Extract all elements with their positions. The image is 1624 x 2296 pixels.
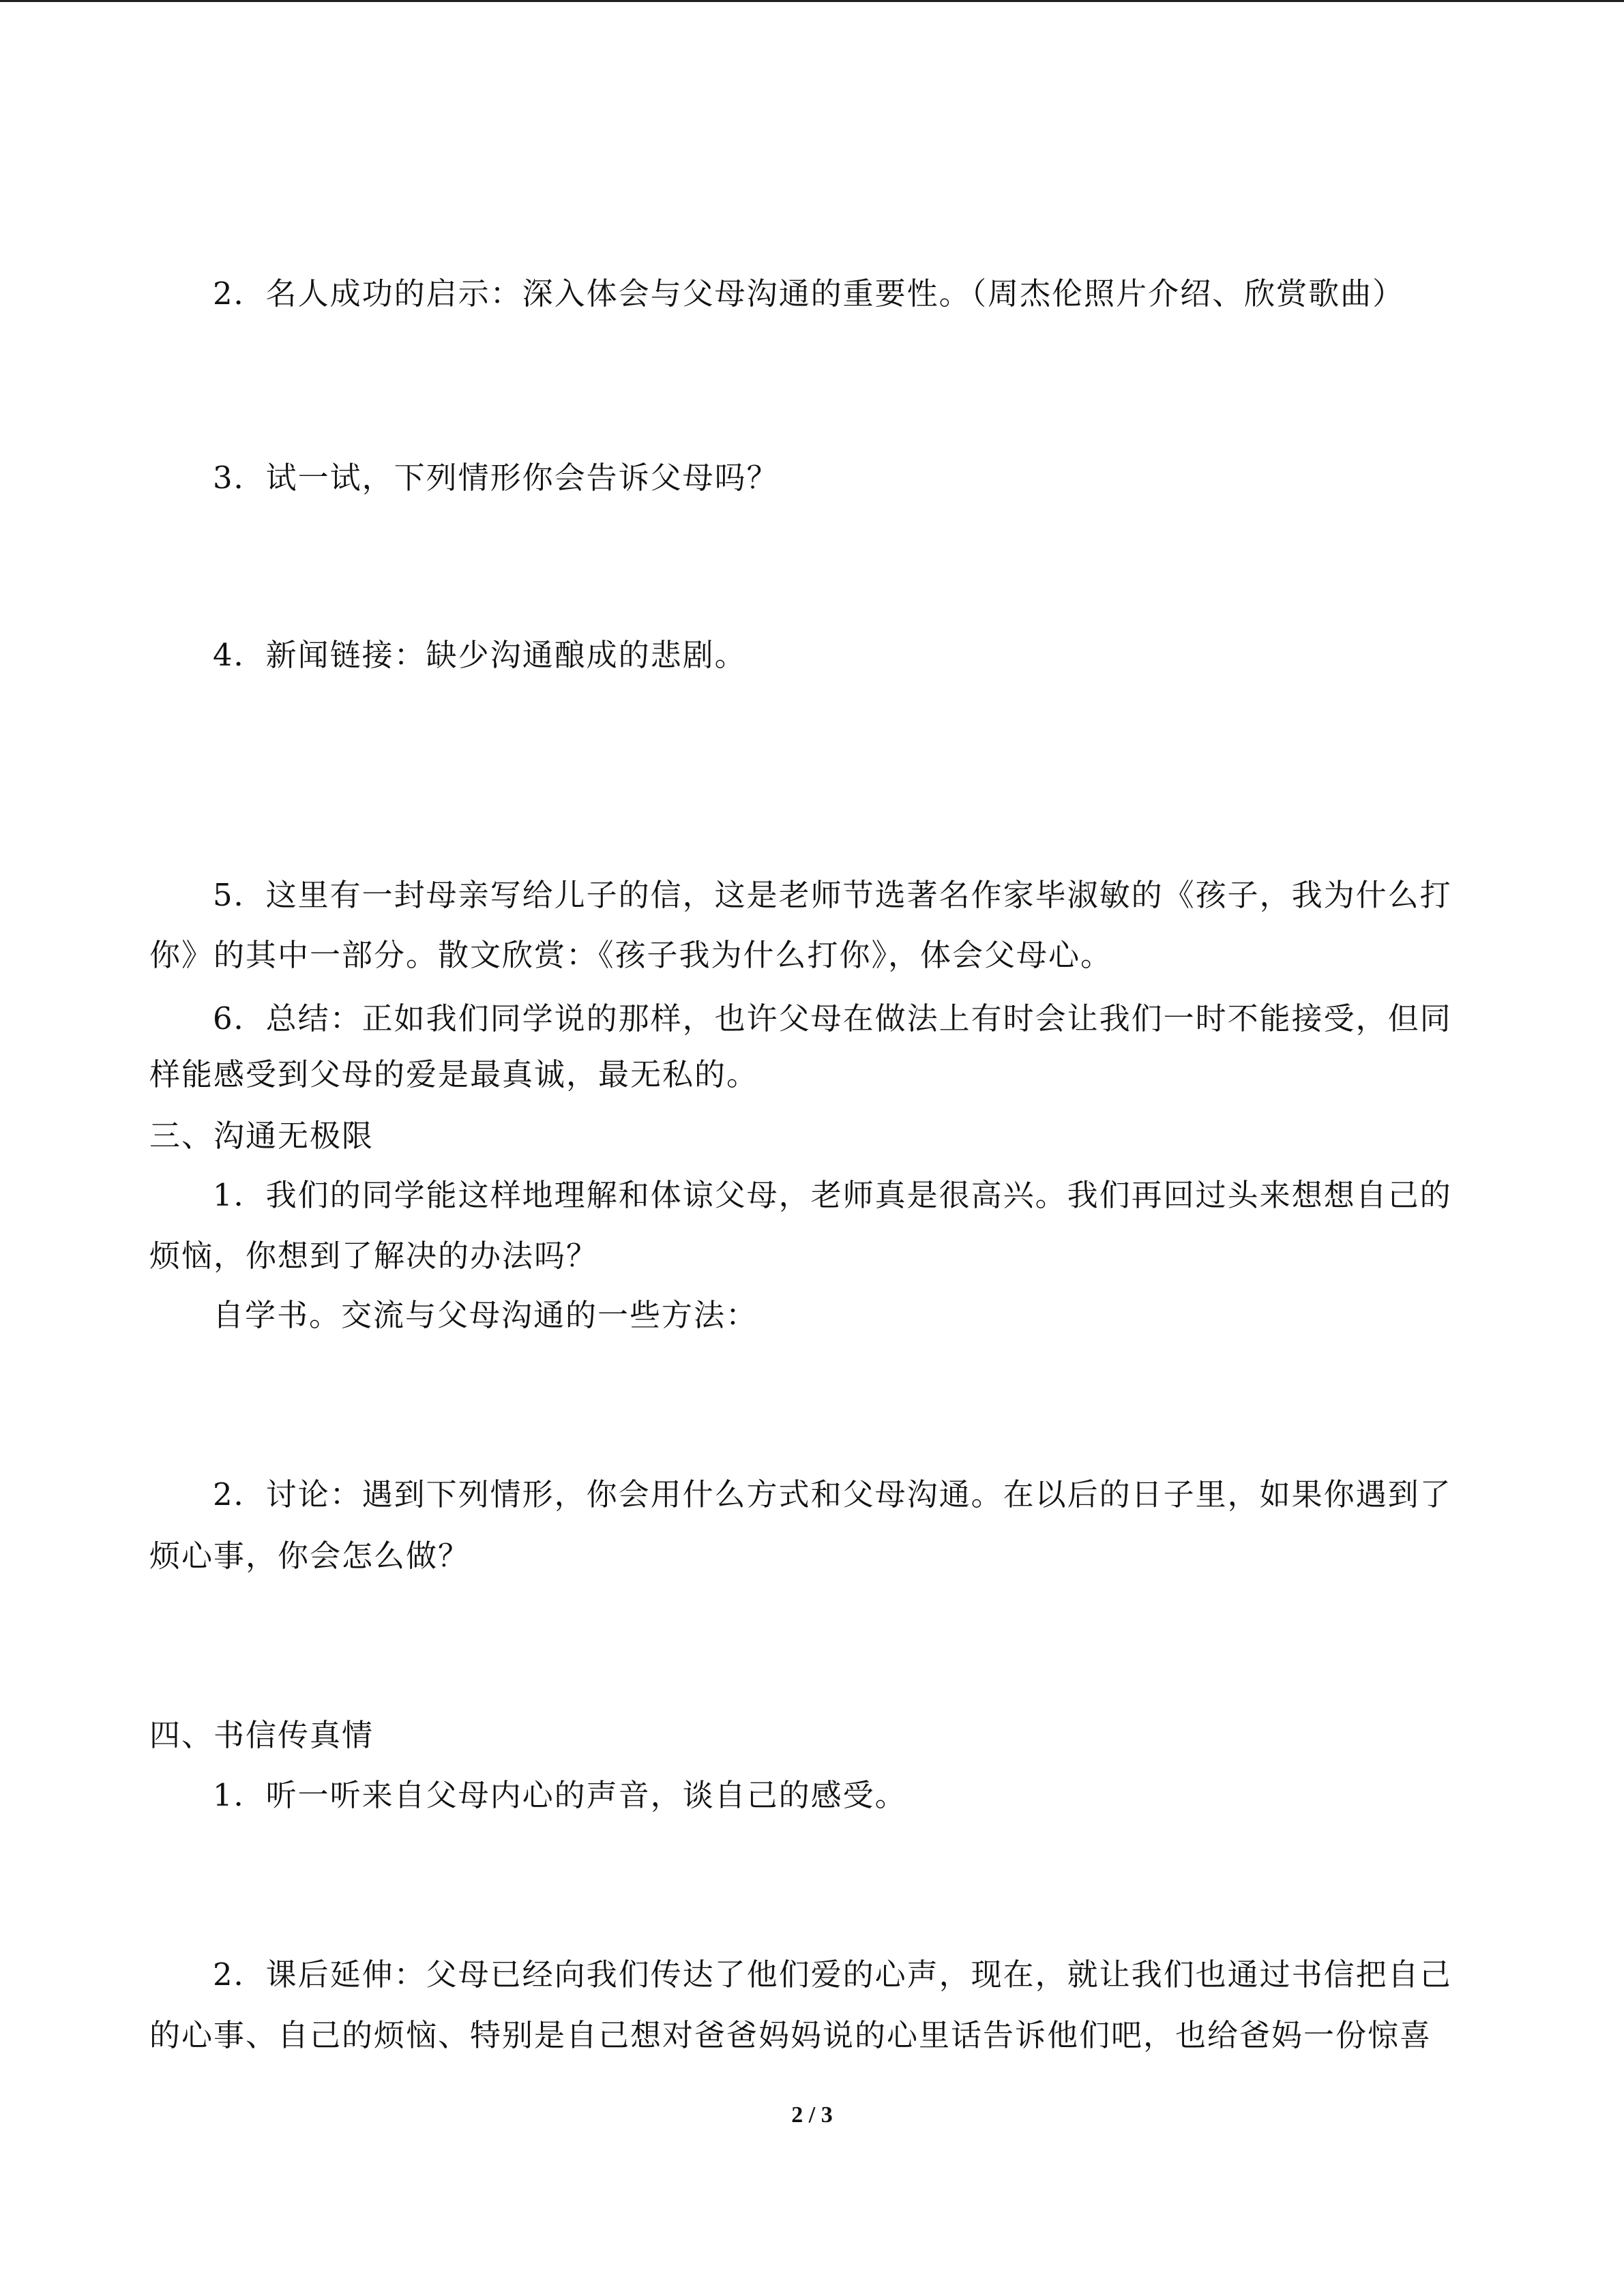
- item-5-continuation: 你》的其中一部分。散文欣赏：《孩子我为什么打你》，体会父母心。: [149, 937, 1113, 973]
- section-4-item-1: 1．听一听来自父母内心的声音，谈自己的感受。: [213, 1777, 907, 1813]
- item-6-continuation: 样能感受到父母的爱是最真诚，最无私的。: [149, 1056, 759, 1092]
- page-number: 2 / 3: [791, 2102, 833, 2128]
- item-6-summary: 6．总结：正如我们同学说的那样，也许父母在做法上有时会让我们一时不能接受，但同: [213, 1000, 1452, 1037]
- self-study-line: 自学书。交流与父母沟通的一些方法：: [213, 1297, 758, 1333]
- section-heading-3: 三、沟通无极限: [149, 1118, 374, 1154]
- item-5-mother-letter: 5．这里有一封母亲写给儿子的信，这是老师节选著名作家毕淑敏的《孩子，我为什么打: [213, 877, 1452, 913]
- section-4-item-2-continuation: 的心事、自己的烦恼、特别是自己想对爸爸妈妈说的心里话告诉他们吧，也给爸妈一份惊喜: [149, 2017, 1432, 2053]
- section-3-item-2-continuation: 烦心事，你会怎么做？: [149, 1538, 471, 1574]
- section-heading-4: 四、书信传真情: [149, 1717, 374, 1753]
- item-3-try-it: 3．试一试，下列情形你会告诉父母吗？: [213, 460, 779, 496]
- section-3-item-2: 2．讨论：遇到下列情形，你会用什么方式和父母沟通。在以后的日子里，如果你遇到了: [213, 1476, 1452, 1512]
- section-3-item-1: 1．我们的同学能这样地理解和体谅父母，老师真是很高兴。我们再回过头来想想自己的: [213, 1177, 1452, 1213]
- item-4-news-link: 4．新闻链接：缺少沟通酿成的悲剧。: [213, 637, 747, 673]
- item-2-celebrity-inspiration: 2．名人成功的启示：深入体会与父母沟通的重要性。（周杰伦照片介绍、欣赏歌曲）: [213, 275, 1405, 312]
- section-4-item-2: 2．课后延伸：父母已经向我们传达了他们爱的心声，现在，就让我们也通过书信把自己: [213, 1956, 1452, 1993]
- section-3-item-1-continuation: 烦恼，你想到了解决的办法吗？: [149, 1238, 599, 1274]
